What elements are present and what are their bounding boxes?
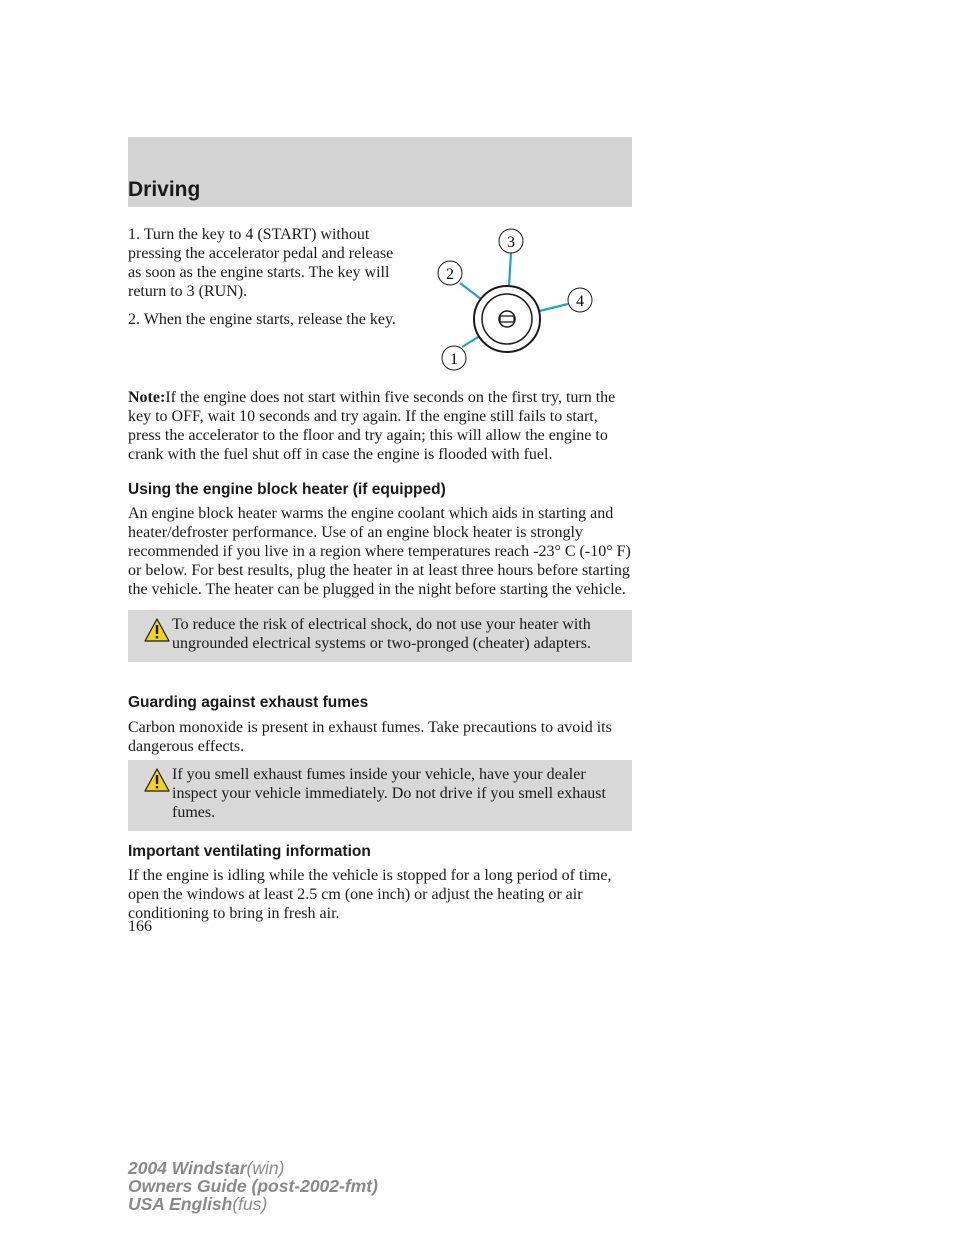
page-number: 166 [128, 918, 152, 935]
ventilating-heading: Important ventilating information [128, 843, 371, 860]
footer-model-code: (win) [246, 1158, 285, 1178]
note-paragraph [128, 388, 632, 464]
ventilating-heading-wrap [128, 843, 632, 861]
block-heater-text: An engine block heater warms the engine coolant which aids in starting and heater/defroster performance. Use of an engine block heater is strongly recommended if you live in a region where temperatures reach -23° C (-10° F) or below. For best results, plug the heater in at least three hours before starting the vehicle. The heater can be plugged in the night before starting the vehicle. [128, 505, 631, 598]
ventilating-text: If the engine is idling while the vehicle is stopped for a long period of time, open the windows at least 2.5 cm (one inch) or adjust the heating or air conditioning to bring in fresh air. [128, 867, 612, 922]
position-label-1 [442, 346, 466, 370]
section-header-band [128, 137, 632, 207]
exhaust-heading-wrap [128, 694, 632, 712]
ignition-cylinder-outer [474, 286, 540, 352]
position-label-2 [438, 261, 462, 285]
block-heater-text-wrap [128, 504, 632, 599]
svg-text:1: 1 [450, 351, 458, 368]
step-2: 2. When the engine starts, release the key. [128, 311, 396, 328]
step-1: 1. Turn the key to 4 (START) without pressing the accelerator pedal and release as soon as the engine starts. The key will return to 3 (RUN). [128, 226, 394, 300]
note-text: If the engine does not start within five seconds on the first try, turn the key to OFF, wait 10 seconds and try again. If the engine still fails to start, press the accelerator to the floor and try again; this will allow the engine to crank with the fuel shut off in case the engine is flooded with fuel. [128, 389, 616, 463]
ignition-switch-diagram [430, 225, 600, 375]
block-heater-heading: Using the engine block heater (if equipped) [128, 481, 446, 498]
footer-language: USA English [128, 1194, 233, 1214]
svg-text:2: 2 [446, 266, 454, 283]
note-label: Note: [128, 389, 166, 406]
exhaust-text: Carbon monoxide is present in exhaust fumes. Take precautions to avoid its dangerous effects. [128, 719, 612, 755]
block-heater-warning-text: To reduce the risk of electrical shock, do not use your heater with ungrounded electrical systems or two-pronged (cheater) adapters. [172, 616, 591, 652]
footer-language-code: (fus) [232, 1194, 268, 1214]
block-heater-warning [128, 610, 632, 662]
exhaust-warning-text: If you smell exhaust fumes inside your vehicle, have your dealer inspect your vehicle immediately. Do not drive if you smell exhaust fumes. [172, 766, 606, 821]
section-title: Driving [128, 178, 201, 201]
svg-text:3: 3 [507, 234, 515, 251]
ventilating-text-wrap [128, 866, 632, 923]
position-label-3 [499, 229, 523, 253]
exhaust-text-wrap [128, 718, 632, 756]
exhaust-warning [128, 760, 632, 831]
exhaust-heading: Guarding against exhaust fumes [128, 694, 369, 711]
document-footer [128, 1159, 378, 1213]
intro-steps [128, 225, 398, 338]
block-heater-heading-wrap [128, 481, 632, 499]
position-label-4 [568, 288, 592, 312]
svg-text:4: 4 [576, 293, 584, 310]
footer-guide: Owners Guide (post-2002-fmt) [128, 1176, 378, 1196]
footer-model: 2004 Windstar [128, 1158, 247, 1178]
